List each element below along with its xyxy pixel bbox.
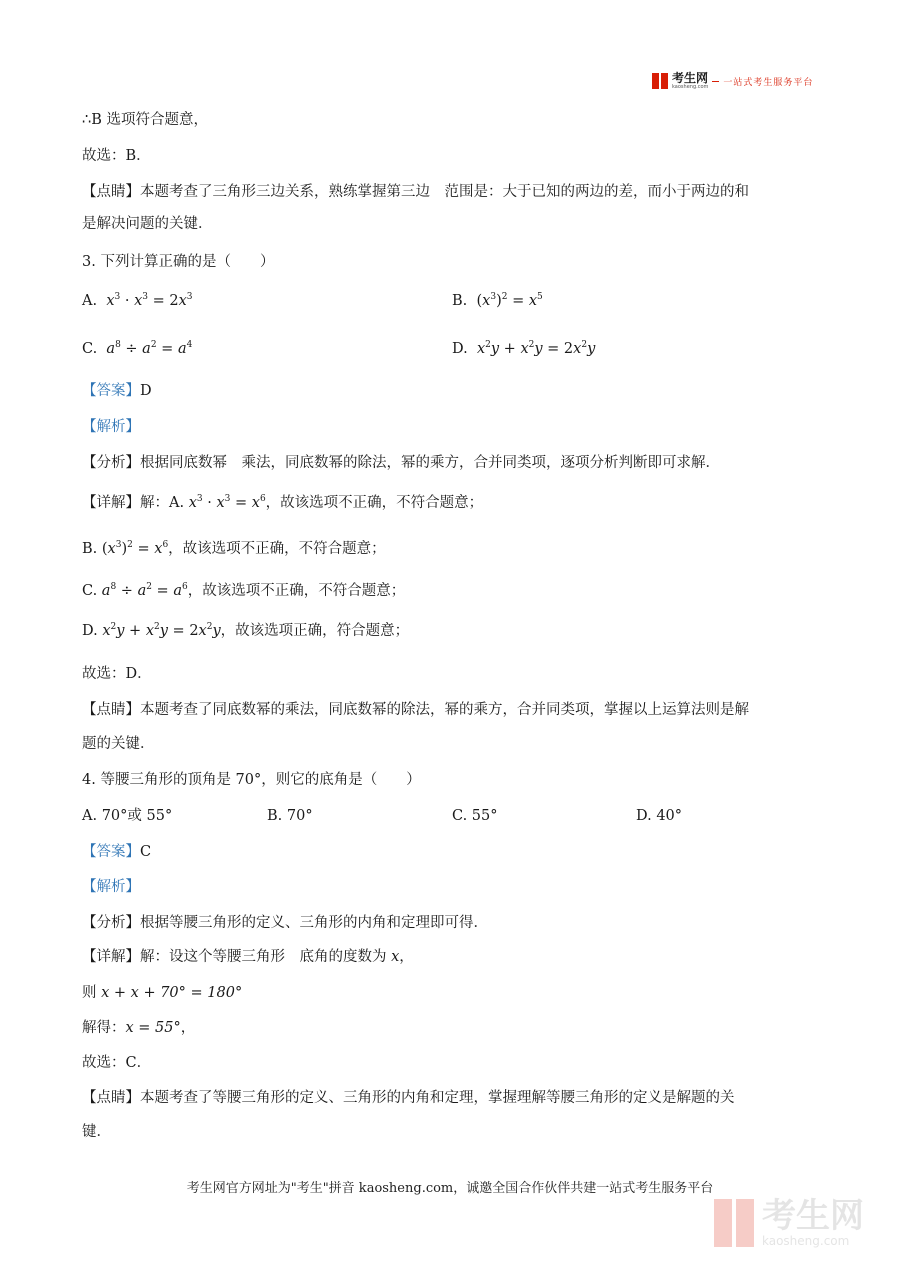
q3-xiangjie-d: D. $x^2y + x^2y = 2x^2y$，故该选项正确，符合题意； <box>82 622 410 639</box>
watermark-logo-icon <box>714 1199 754 1247</box>
q4-fenxi: 【分析】根据等腰三角形的定义、三角形的内角和定理即可得． <box>82 915 488 931</box>
logo-slogan: 一站式考生服务平台 <box>723 77 814 88</box>
page-footer: 考生网官方网址为"考生"拼音 kaosheng.com，诚邀全国合作伙伴共建一站式考生服务平台 <box>186 1181 714 1196</box>
q3-xiangjie-b: B. $(x^3)^2 = x^6$，故该选项不正确，不符合题意； <box>82 540 386 557</box>
q3-option-b: B. $(x^3)^2 = x^5$ <box>452 292 543 309</box>
q3-dianjing: 【点睛】本题考查了同底数幂的乘法，同底数幂的除法，幂的乘方，合并同类项，掌握以上运算法则是解 <box>82 702 749 718</box>
q3-xiangjie-c: C. $a^8 \div a^2 = a^6$，故该选项不正确，不符合题意； <box>82 582 406 599</box>
watermark: 考生网 kaosheng.com <box>714 1198 864 1248</box>
q3-stem: 3. 下列计算正确的是（ ） <box>82 254 275 270</box>
q4-dianjing: 【点睛】本题考查了等腰三角形的定义、三角形的内角和定理，掌握理解等腰三角形的定义是解题的关 <box>82 1090 735 1106</box>
q3-fenxi: 【分析】根据同底数幂 乘法，同底数幂的除法，幂的乘方，合并同类项，逐项分析判断即可求解． <box>82 455 720 471</box>
q4-xiangjie: 【详解】解：设这个等腰三角形 底角的度数为 x， <box>82 949 414 965</box>
logo-domain: kaosheng.com <box>672 84 709 90</box>
q3-option-d: D. $x^2y + x^2y = 2x^2y$ <box>452 340 596 357</box>
q3-xiangjie-a: 【详解】解：A. $x^3 \cdot x^3 = x^6$，故该选项不正确，不符合题意； <box>82 494 484 511</box>
q2-dianjing-line2: 是解决问题的关键． <box>82 216 213 232</box>
q4-equation: 则 x + x + 70° = 180° <box>82 985 243 1001</box>
q3-analysis-heading: 【解析】 <box>82 419 140 435</box>
q4-dianjing-line2: 键． <box>82 1124 111 1140</box>
q4-analysis-heading: 【解析】 <box>82 879 140 895</box>
q4-option-b: B. 70° <box>267 808 313 824</box>
header-logo <box>652 72 813 90</box>
q4-solve: 解得：x = 55°， <box>82 1020 196 1036</box>
logo-name: 考生网 <box>672 71 709 85</box>
q3-choose: 故选：D． <box>82 666 152 682</box>
q4-stem: 4. 等腰三角形的顶角是 70°，则它的底角是（ ） <box>82 772 421 788</box>
q4-choose: 故选：C． <box>82 1055 152 1071</box>
therefore-line: ∴B 选项符合题意， <box>82 112 208 128</box>
q3-option-c: C. $a^8 \div a^2 = a^4$ <box>82 340 193 357</box>
q4-option-c: C. 55° <box>452 808 498 824</box>
q2-choose-line: 故选：B． <box>82 148 151 164</box>
q2-dianjing-line: 【点睛】本题考查了三角形三边关系，熟练掌握第三边 范围是：大于已知的两边的差，而小于两边的和 <box>82 184 749 200</box>
q3-answer: 【答案】D <box>82 383 152 399</box>
kaosheng-logo-icon <box>652 73 668 89</box>
q3-option-a: A. $x^3 \cdot x^3 = 2x^3$ <box>82 292 193 309</box>
dianjing-tag: 【点睛】 <box>82 184 140 200</box>
q4-answer: 【答案】C <box>82 844 152 860</box>
q4-option-d: D. 40° <box>636 808 683 824</box>
q3-dianjing-line2: 题的关键． <box>82 736 155 752</box>
q4-option-a: A. 70°或 55° <box>82 808 173 824</box>
